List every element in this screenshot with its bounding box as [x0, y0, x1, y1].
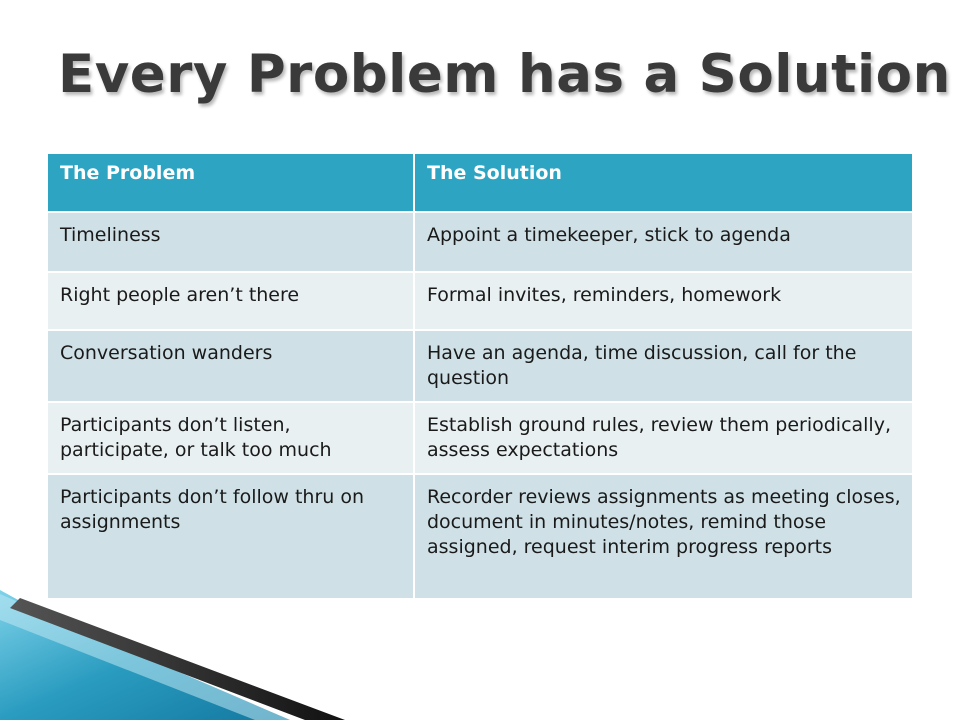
solution-cell: Establish ground rules, review them periodically, assess expectations [427, 414, 891, 461]
decorative-swoosh [0, 590, 960, 720]
solution-cell: Have an agenda, time discussion, call for the question [427, 342, 857, 389]
table-row [48, 272, 912, 330]
problem-solution-table [48, 154, 912, 598]
table-row [48, 330, 912, 402]
solution-cell: Appoint a timekeeper, stick to agenda [427, 224, 791, 246]
problem-cell: Conversation wanders [48, 330, 414, 402]
table-row [48, 402, 912, 474]
problem-cell: Right people aren’t there [48, 272, 414, 330]
table-row [48, 474, 912, 598]
problem-cell: Participants don’t listen, participate, or talk too much [48, 402, 414, 474]
header-problem: The Problem [48, 154, 414, 212]
problem-solution-table-container [48, 154, 912, 598]
slide-title: Every Problem has a Solution [58, 44, 951, 105]
header-solution: The Solution [427, 162, 562, 184]
table-row [48, 212, 912, 272]
solution-cell: Formal invites, reminders, homework [427, 284, 782, 306]
problem-cell: Timeliness [48, 212, 414, 272]
solution-cell: Recorder reviews assignments as meeting closes, document in minutes/notes, remind those assigned, request interim progress reports [427, 486, 901, 558]
problem-cell: Participants don’t follow thru on assignments [48, 474, 414, 598]
table-header-row [48, 154, 912, 212]
